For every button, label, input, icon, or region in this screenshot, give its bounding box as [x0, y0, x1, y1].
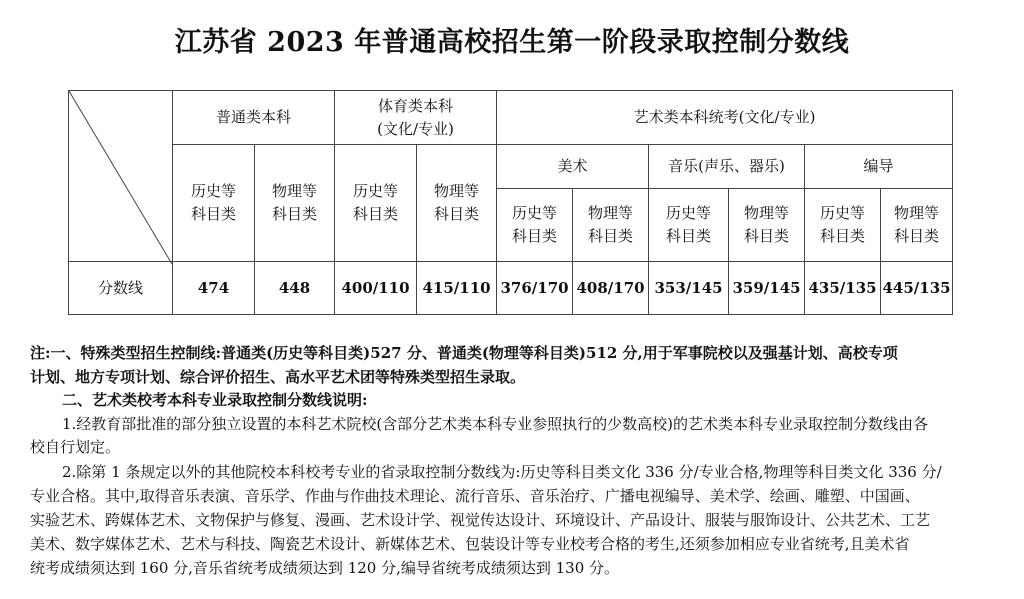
- note-art-item2-line4: 美术、数字媒体艺术、艺术与科技、陶瓷艺术设计、新媒体艺术、包装设计等专业校考合格的考生,还须参加相应专业省统考,且美术省: [30, 535, 910, 553]
- note-special-line2: 计划、地方专项计划、综合评价招生、高水平艺术团等特殊类型招生录取。: [30, 368, 526, 386]
- score-cell: 474: [173, 262, 255, 315]
- note-prefix: 注:一、: [30, 344, 81, 362]
- col-label-line: 历史等: [353, 182, 399, 200]
- corner-diagonal-line: [68, 90, 174, 265]
- col-music-history: [649, 189, 729, 262]
- col-general-physics: [255, 145, 335, 262]
- score-table: [68, 90, 953, 315]
- header-sports-line2: (文化/专业): [377, 119, 454, 138]
- col-label-line: 科目类: [190, 205, 236, 223]
- row-label-score: 分数线: [69, 262, 173, 315]
- col-music-physics: [729, 189, 805, 262]
- col-label-line: 科目类: [744, 227, 790, 245]
- col-label-line: 科目类: [820, 227, 866, 245]
- score-cell: 445/135: [881, 262, 953, 315]
- note-art-item2-line3: 实验艺术、跨媒体艺术、文物保护与修复、漫画、艺术设计学、视觉传达设计、环境设计、产品设计、服装与服饰设计、公共艺术、工艺: [30, 511, 931, 529]
- note-special-text: 特殊类型招生控制线:普通类(历史等科目类)527 分、普通类(物理等科目类)512 分,用于军事院校以及强基计划、高校专项: [80, 344, 898, 362]
- score-cell: 400/110: [335, 262, 417, 315]
- col-label-line: 科目类: [512, 227, 558, 245]
- col-label-line: 科目类: [434, 205, 480, 223]
- score-cell: 448: [255, 262, 335, 315]
- score-cell: 415/110: [417, 262, 497, 315]
- col-label-line: 历史等: [820, 204, 866, 222]
- col-directing-physics: [881, 189, 953, 262]
- subheader-music: 音乐(声乐、器乐): [649, 145, 805, 189]
- note-art-item2-line2: 专业合格。其中,取得音乐表演、音乐学、作曲与作曲技术理论、流行音乐、音乐治疗、广播电视编导、美术学、绘画、雕塑、中国画、: [30, 487, 920, 505]
- col-label-line: 物理等: [272, 182, 318, 200]
- subheader-fine-art: 美术: [497, 145, 649, 189]
- col-label-line: 物理等: [894, 204, 940, 222]
- header-sports-line1: 体育类本科: [378, 96, 454, 115]
- score-cell: 435/135: [805, 262, 881, 315]
- col-label-line: 科目类: [894, 227, 940, 245]
- col-directing-history: [805, 189, 881, 262]
- note-art-item2-line1: 2.除第 1 条规定以外的其他院校本科校考专业的省录取控制分数线为:历史等科目类文化 336 分/专业合格,物理等科目类文化 336 分/: [62, 463, 942, 481]
- score-cell: 408/170: [573, 262, 649, 315]
- score-cell: 359/145: [729, 262, 805, 315]
- col-label-line: 历史等: [666, 204, 712, 222]
- score-cell: 376/170: [497, 262, 573, 315]
- subheader-directing: 编导: [805, 145, 953, 189]
- header-art: 艺术类本科统考(文化/专业): [497, 91, 953, 145]
- col-label-line: 科目类: [272, 205, 318, 223]
- header-sports: [335, 91, 497, 145]
- note-special-line1: [30, 342, 1005, 365]
- note-art-item2-line5: 统考成绩须达到 160 分,音乐省统考成绩须达到 120 分,编导省统考成绩须达到 130 分。: [30, 559, 620, 577]
- col-label-line: 历史等: [512, 204, 558, 222]
- col-label-line: 历史等: [190, 182, 236, 200]
- col-fineart-history: [497, 189, 573, 262]
- col-label-line: 物理等: [588, 204, 634, 222]
- col-label-line: 物理等: [744, 204, 790, 222]
- header-general: 普通类本科: [173, 91, 335, 145]
- col-label-line: 科目类: [353, 205, 399, 223]
- col-label-line: 科目类: [588, 227, 634, 245]
- col-general-history: [173, 145, 255, 262]
- note-art-heading: 二、艺术类校考本科专业录取控制分数线说明:: [62, 391, 368, 409]
- col-sports-history: [335, 145, 417, 262]
- col-fineart-physics: [573, 189, 649, 262]
- col-label-line: 科目类: [666, 227, 712, 245]
- col-sports-physics: [417, 145, 497, 262]
- score-table-wrapper: [68, 90, 952, 318]
- note-art-item1-line1: 1.经教育部批准的部分独立设置的本科艺术院校(含部分艺术类本科专业参照执行的少数高校)的艺术类本科专业录取控制分数线由各: [62, 415, 929, 433]
- col-label-line: 物理等: [434, 182, 480, 200]
- score-cell: 353/145: [649, 262, 729, 315]
- page-title: 江苏省 2023 年普通高校招生第一阶段录取控制分数线: [174, 27, 850, 58]
- note-art-item1-line2: 校自行划定。: [30, 438, 121, 456]
